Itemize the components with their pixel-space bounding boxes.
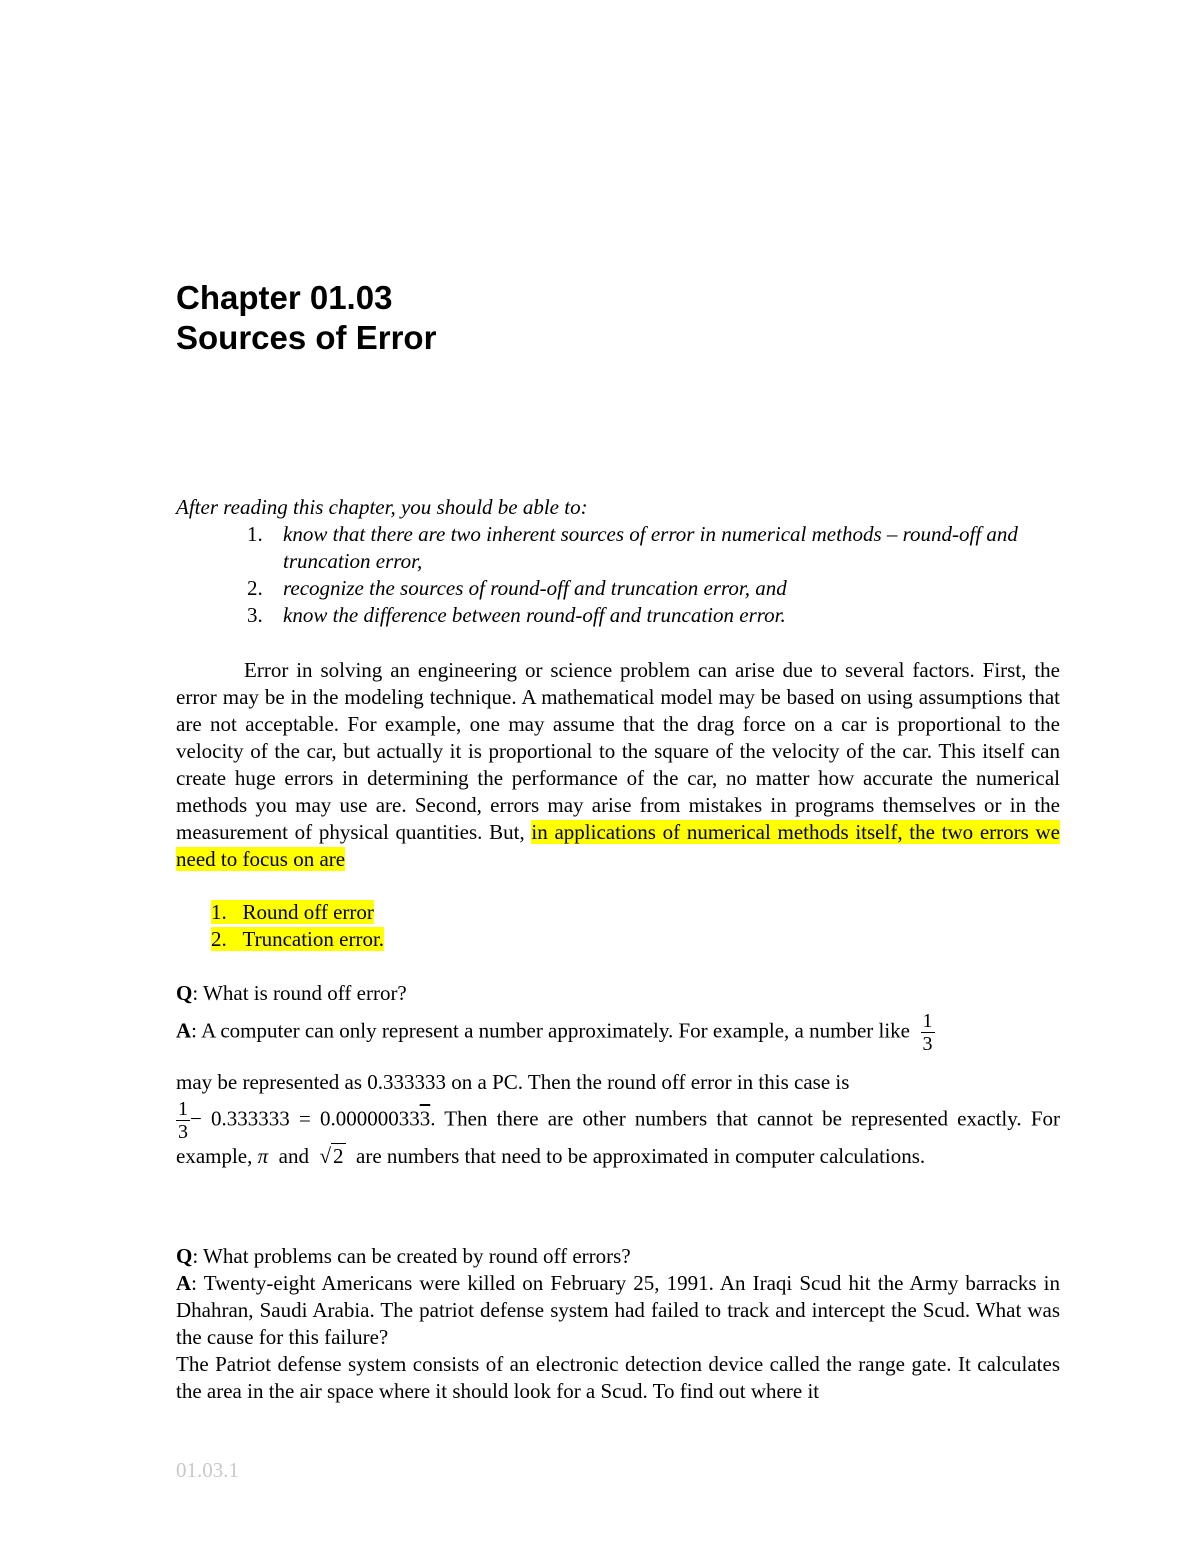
objective-number: 2.	[247, 576, 263, 600]
objective-text: know the difference between round-off and truncation error.	[283, 603, 786, 627]
chapter-title: Sources of Error	[176, 319, 437, 356]
a-marker: A	[176, 1018, 192, 1043]
chapter-heading	[176, 278, 436, 358]
objective-number: 1.	[247, 522, 263, 546]
answer-continuation: The Patriot defense system consists of an electronic detection device called the range gate. It calculates the area in the air space where it should look for a Scud. To find out where it	[176, 1352, 1060, 1403]
sqrt-sign: √	[319, 1144, 332, 1168]
highlighted-text: in applications of numerical methods itself, the two errors we need to focus on are	[176, 820, 1060, 871]
question-text: : What is round off error?	[192, 981, 407, 1005]
page-number: 01.03.1	[176, 1458, 239, 1482]
error-type-number: 2.	[211, 927, 227, 951]
error-type-item	[176, 926, 1060, 953]
error-type-item	[176, 899, 1060, 926]
error-type-number: 1.	[211, 900, 227, 924]
fraction-numerator: 1	[922, 1010, 933, 1032]
and-text: and	[278, 1144, 309, 1168]
question-2	[176, 1243, 1060, 1270]
objective-item	[176, 602, 1060, 629]
answer-1-continued	[176, 1069, 1060, 1096]
objectives-intro: After reading this chapter, you should be able to:	[176, 495, 588, 519]
answer-text: : A computer can only represent a number approximately. For example, a number like	[191, 1018, 911, 1043]
question-text: : What problems can be created by round off errors?	[192, 1244, 631, 1268]
chapter-number: Chapter 01.03	[176, 279, 393, 316]
answer-text: are numbers that need to be approximated in computer calculations.	[356, 1144, 926, 1168]
roundoff-equation-paragraph	[176, 1098, 1060, 1170]
a-marker: A	[176, 1271, 192, 1295]
objective-number: 3.	[247, 603, 263, 627]
intro-paragraph-text: Error in solving an engineering or science problem can arise due to several factors. First, the error may be in the modeling technique. A mathematical model may be based on using assumptions that are not acceptable. For example, one may assume that the drag force on a car is proportional to the velocity of the car, but actually it is proportional to the square of the velocity of the car. This itself can create huge errors in determining the performance of the car, no matter how accurate the numerical methods you may use are. Second, errors may arise from mistakes in programs themselves or in the measurement of physical quantities. But,	[176, 658, 1060, 844]
fraction-one-third	[921, 1010, 935, 1055]
error-type-label: Round off error	[242, 900, 374, 924]
objective-item	[176, 521, 1060, 575]
fraction-numerator: 1	[178, 1098, 188, 1120]
q-marker: Q	[176, 1244, 193, 1268]
sqrt-radicand: 2	[333, 1144, 344, 1168]
question-1	[176, 980, 1060, 1007]
equation-text: − 0.333333 = 0.00000033	[190, 1106, 420, 1131]
answer-text: . Then there are other numbers that cannot be represented exactly. For example,	[176, 1106, 1060, 1168]
answer-text: may be represented as 0.333333 on a PC. Then the round off error in this case is	[176, 1070, 850, 1094]
objectives-list	[176, 521, 1060, 629]
error-types-list	[176, 899, 1060, 953]
objective-text: know that there are two inherent sources of error in numerical methods – round-off and truncation error,	[283, 522, 1018, 573]
sqrt-two	[320, 1143, 346, 1170]
answer-1	[176, 1010, 1060, 1055]
answer-2	[176, 1270, 1060, 1405]
learning-objectives	[176, 494, 1060, 629]
error-type-label: Truncation error.	[242, 927, 385, 951]
fraction-denominator: 3	[922, 1033, 933, 1055]
repeating-digit: 3	[419, 1106, 431, 1131]
objective-item	[176, 575, 1060, 602]
answer-text: : Twenty-eight Americans were killed on February 25, 1991. An Iraqi Scud hit the Army barracks in Dhahran, Saudi Arabia. The patriot defense system had failed to track and intercept the Scud. What was the cause for this failure?	[176, 1271, 1060, 1349]
fraction-one-third	[176, 1098, 190, 1143]
q-marker: Q	[176, 981, 193, 1005]
fraction-denominator: 3	[178, 1121, 188, 1143]
intro-paragraph	[176, 657, 1060, 873]
objective-text: recognize the sources of round-off and truncation error, and	[283, 576, 787, 600]
pi-symbol: π	[257, 1144, 269, 1168]
